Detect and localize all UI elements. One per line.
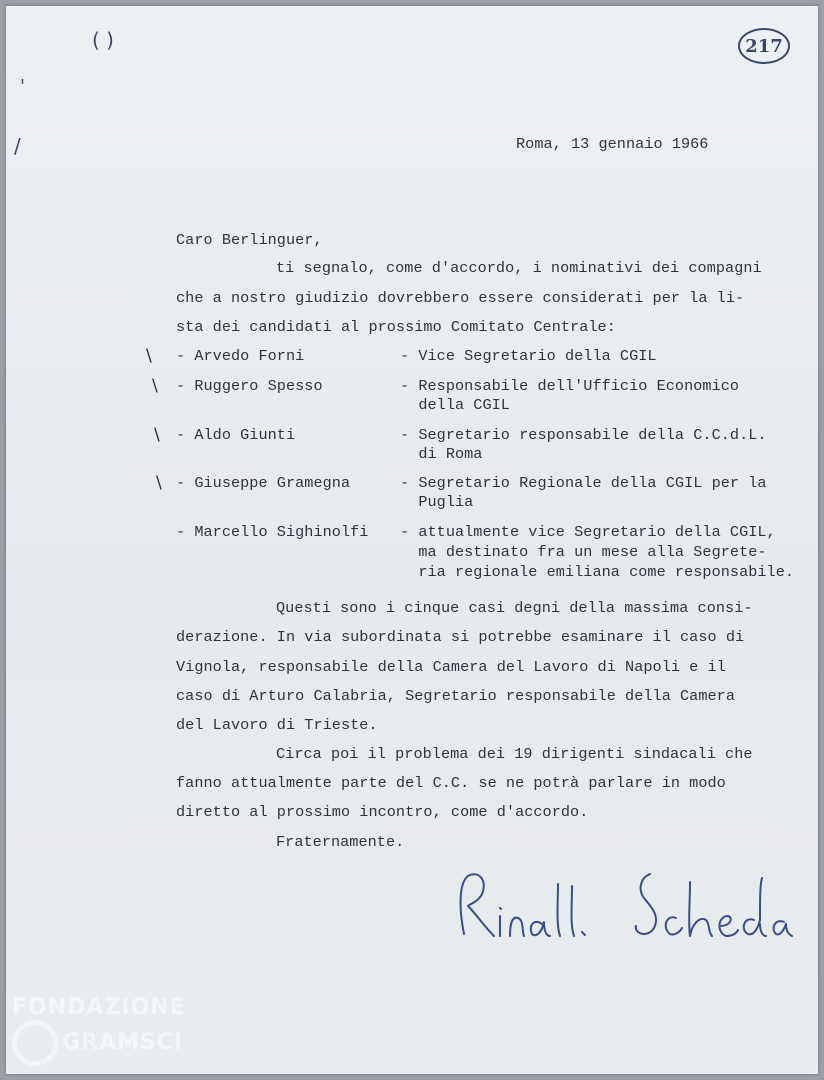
candidate-role: - Vice Segretario della CGIL <box>400 347 657 365</box>
candidate-role: Puglia <box>400 493 474 511</box>
body-line: derazione. In via subordinata si potrebbe esaminare il caso di <box>176 628 745 646</box>
body-line: Questi sono i cinque casi degni della massima consi- <box>276 599 753 617</box>
body-line: fanno attualmente parte del C.C. se ne potrà parlare in modo <box>176 774 726 792</box>
body-line: caso di Arturo Calabria, Segretario responsabile della Camera <box>176 687 736 705</box>
gramsci-logo-icon <box>12 1020 58 1066</box>
check-mark-icon: \ <box>146 346 152 366</box>
archive-page-number: 217 <box>738 28 790 64</box>
watermark-text: GRAMSCI <box>62 1030 184 1055</box>
closing: Fraternamente. <box>276 833 405 851</box>
candidate-role: ma destinato fra un mese alla Segrete- <box>400 543 767 561</box>
candidate-role: - attualmente vice Segretario della CGIL, <box>400 523 776 541</box>
candidate-name: - Ruggero Spesso <box>176 377 323 395</box>
candidate-role: - Responsabile dell'Ufficio Economico <box>400 377 740 395</box>
handwritten-signature <box>454 864 794 954</box>
archive-watermark <box>12 996 186 1066</box>
candidate-name: - Giuseppe Gramegna <box>176 474 351 492</box>
candidate-role: di Roma <box>400 445 483 463</box>
check-mark-icon: \ <box>152 376 158 396</box>
body-line: Vignola, responsabile della Camera del Lavoro di Napoli e il <box>176 658 726 676</box>
pen-mark: / <box>14 134 21 158</box>
intro-line: ti segnalo, come d'accordo, i nominativi dei compagni <box>276 259 762 277</box>
candidate-name: - Marcello Sighinolfi <box>176 523 369 541</box>
body-line: del Lavoro di Trieste. <box>176 716 378 734</box>
body-line: diretto al prossimo incontro, come d'accordo. <box>176 803 589 821</box>
intro-line: che a nostro giudizio dovrebbero essere considerati per la li- <box>176 289 745 307</box>
intro-line: sta dei candidati al prossimo Comitato Centrale: <box>176 318 616 336</box>
candidate-role: della CGIL <box>400 396 510 414</box>
pen-mark: ( ) <box>92 28 114 52</box>
letter-page <box>6 6 818 1074</box>
candidate-name: - Aldo Giunti <box>176 426 296 444</box>
candidate-role: - Segretario Regionale della CGIL per la <box>400 474 767 492</box>
salutation: Caro Berlinguer, <box>176 231 323 249</box>
check-mark-icon: \ <box>154 425 160 445</box>
pen-mark: ' <box>20 76 25 97</box>
candidate-role: - Segretario responsabile della C.C.d.L. <box>400 426 767 444</box>
letter-date: Roma, 13 gennaio 1966 <box>516 135 709 153</box>
candidate-name: - Arvedo Forni <box>176 347 305 365</box>
watermark-line: FONDAZIONE <box>12 995 186 1020</box>
check-mark-icon: \ <box>156 473 162 493</box>
body-line: Circa poi il problema dei 19 dirigenti sindacali che <box>276 745 753 763</box>
candidate-role: ria regionale emiliana come responsabile. <box>400 563 795 581</box>
watermark-line <box>12 1020 186 1066</box>
